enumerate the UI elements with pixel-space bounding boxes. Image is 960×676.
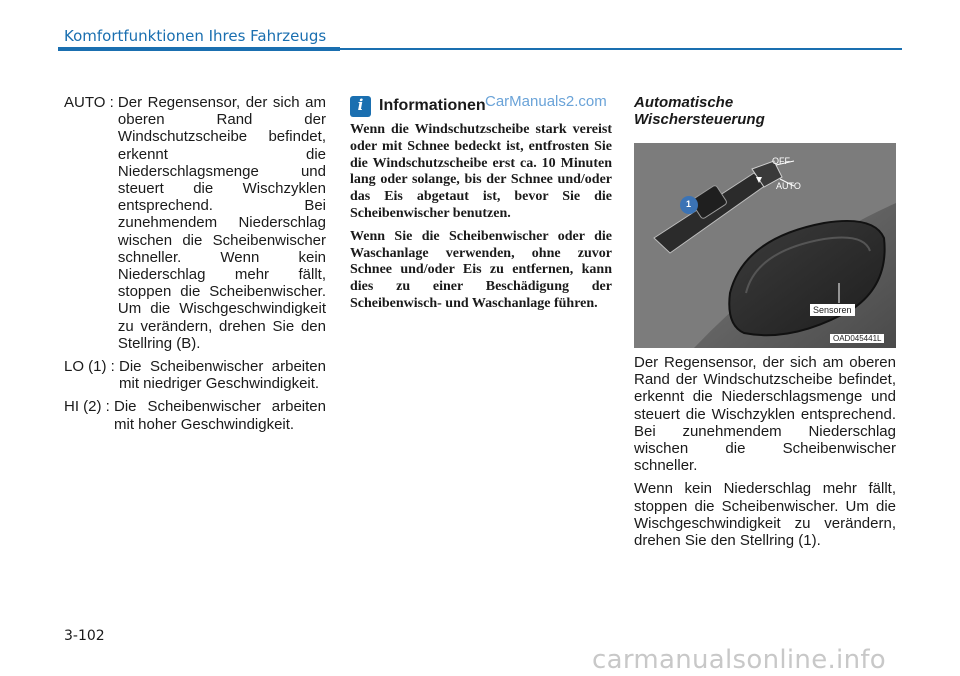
right-column-heading (634, 94, 896, 128)
definition-term: LO (1) : (64, 358, 120, 376)
info-paragraph: Wenn die Windschutzscheibe stark vereist oder mit Schnee bedeckt ist, entfrosten Sie die Windschutzscheibe erst ca. 10 Minuten lang oder solange, bis der Schnee und/oder das Eis abgetaut ist, bevor Sie die Scheibenwischer benutzen. (350, 122, 612, 221)
wiper-sensor-figure (634, 143, 896, 348)
definition-term: AUTO : (64, 94, 118, 111)
body-paragraph: Der Regensensor, der sich am oberen Rand der Windschutzscheibe befindet, erkennt die Niederschlagsmenge und steuert die Wischzyklen entsprechend. Bei zunehmendem Niederschlag wischen die Scheibenwischer schneller. (634, 354, 896, 475)
definition-text: Der Regensensor, der sich am oberen Rand der Windschutzscheibe befindet, erkennt die Niederschlagsmenge und steuert die Wischzyklen entsprechend. Bei zunehmendem Niederschlag wischen die Scheibenwischer schneller. Wenn kein Niederschlag mehr fällt, stoppen die Scheibenwischer. Um die Wischgeschwindigkeit zu verändern, drehen Sie den Stellring (B). (117, 94, 326, 352)
section-title: Komfortfunktionen Ihres Fahrzeugs (64, 27, 327, 45)
subsection-heading-line1: Automatische (634, 94, 734, 111)
definition-term: HI (2) : (64, 398, 115, 416)
definition-lo (64, 358, 326, 392)
header-rule-thin (340, 48, 902, 50)
figure-label-off: OFF (772, 156, 790, 166)
info-paragraph: Wenn Sie die Scheibenwischer oder die Waschanlage verwenden, ohne zuvor Schnee und/oder Eis zu entfernen, kann dies zu einer Beschädigung der Scheibenwisch- und Waschanlage führen. (350, 228, 612, 311)
subsection-heading-line2: Wischersteuerung (634, 111, 765, 128)
figure-marker: 1 (686, 199, 692, 209)
left-column (64, 94, 326, 439)
info-box (350, 94, 612, 319)
page-number: 3-102 (64, 628, 105, 644)
definition-hi (64, 398, 326, 432)
info-title: Informationen (379, 97, 486, 115)
body-paragraph: Wenn kein Niederschlag mehr fällt, stoppen die Scheibenwischer. Um die Wischgeschwindigkeit zu verändern, drehen Sie den Stellring (1). (634, 480, 896, 550)
figure-code: OAD045441L (830, 334, 884, 343)
header-rule-thick (58, 47, 340, 51)
watermark-top: CarManuals2.com (485, 93, 607, 110)
figure-label-sensor: Sensoren (810, 304, 855, 316)
definition-auto (64, 94, 326, 352)
figure-label-auto: AUTO (776, 181, 801, 191)
watermark-bottom: carmanualsonline.info (592, 645, 887, 675)
info-icon: i (350, 96, 371, 117)
wiper-stalk-illustration (634, 143, 896, 348)
right-column-body (634, 354, 896, 555)
definition-text: Die Scheibenwischer arbeiten mit niedriger Geschwindigkeit. (119, 358, 326, 393)
definition-text: Die Scheibenwischer arbeiten mit hoher Geschwindigkeit. (114, 398, 326, 433)
